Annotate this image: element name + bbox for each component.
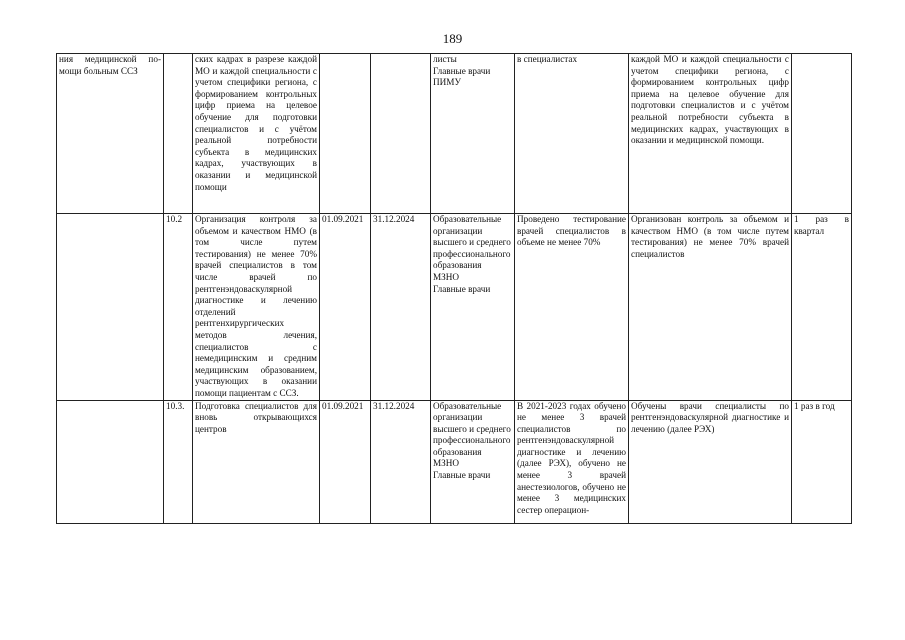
cell-task: ния медицинской по-мощи больным ССЗ xyxy=(57,54,164,214)
plan-table xyxy=(56,53,852,524)
cell-task xyxy=(57,400,164,523)
table-row xyxy=(57,54,852,214)
table-row xyxy=(57,214,852,401)
cell-responsible: листы Главные врачи ПИМУ xyxy=(431,54,515,214)
cell-result: В 2021-2023 годах обучено не менее 3 врачей специалистов по рентгенэндоваскулярной диагностике и лечению (далее РЭХ), обучено не менее 3 врачей анестезиологов, обучено не менее 3 медицинских сестер операцион- xyxy=(515,400,629,523)
cell-activity: Подготовка специалистов для вновь открывающихся центров xyxy=(193,400,320,523)
cell-result: Проведено тестирование врачей специалистов в объеме не менее 70% xyxy=(515,214,629,401)
cell-frequency xyxy=(792,54,852,214)
cell-end-date: 31.12.2024 xyxy=(371,214,431,401)
cell-end-date xyxy=(371,54,431,214)
cell-indicator: каждой МО и каждой специальности с учетом специфики региона, с формированием контрольных цифр приема на целевое обучение для подготовки специалистов и с учётом реальной потребности субъекта в медицинских кадрах, участвующих в оказании и медицинской помощи. xyxy=(629,54,792,214)
cell-number xyxy=(164,54,193,214)
cell-result: в специалистах xyxy=(515,54,629,214)
cell-activity: ских кадрах в разрезе каждой МО и каждой специальности с учетом специфики региона, с формированием контрольных цифр приема на целевое обучение для подготовки специалистов и с учётом реальной потребности субъекта в медицинских кадрах, участвующих в оказании и медицинской помощи xyxy=(193,54,320,214)
cell-frequency: 1 раз в квартал xyxy=(792,214,852,401)
table-row xyxy=(57,400,852,523)
cell-start-date xyxy=(320,54,371,214)
cell-indicator: Организован контроль за объемом и качеством НМО (в том числе путем тестирования) не менее 70% врачей специалистов xyxy=(629,214,792,401)
cell-responsible: Образовательные организации высшего и среднего профессионального образования МЗНО Главные врачи xyxy=(431,400,515,523)
page-number: 189 xyxy=(442,31,463,46)
cell-frequency: 1 раз в год xyxy=(792,400,852,523)
cell-number: 10.3. xyxy=(164,400,193,523)
cell-number: 10.2 xyxy=(164,214,193,401)
cell-task xyxy=(57,214,164,401)
cell-responsible: Образовательные организации высшего и среднего профессионального образования МЗНО Главные врачи xyxy=(431,214,515,401)
cell-activity: Организация контроля за объемом и качеством НМО (в том числе путем тестирования) не менее 70% врачей специалистов в том числе врачей по рентгенэндоваскулярной диагностике и лечению отделений рентгенхирургических методов лечения, специалистов с немедицинским и средним медицинским образованием, участвующих в оказании помощи пациентам с ССЗ. xyxy=(193,214,320,401)
cell-start-date: 01.09.2021 xyxy=(320,400,371,523)
cell-start-date: 01.09.2021 xyxy=(320,214,371,401)
cell-end-date: 31.12.2024 xyxy=(371,400,431,523)
cell-indicator: Обучены врачи специалисты по рентгенэндоваскулярной диагностике и лечению (далее РЭХ) xyxy=(629,400,792,523)
